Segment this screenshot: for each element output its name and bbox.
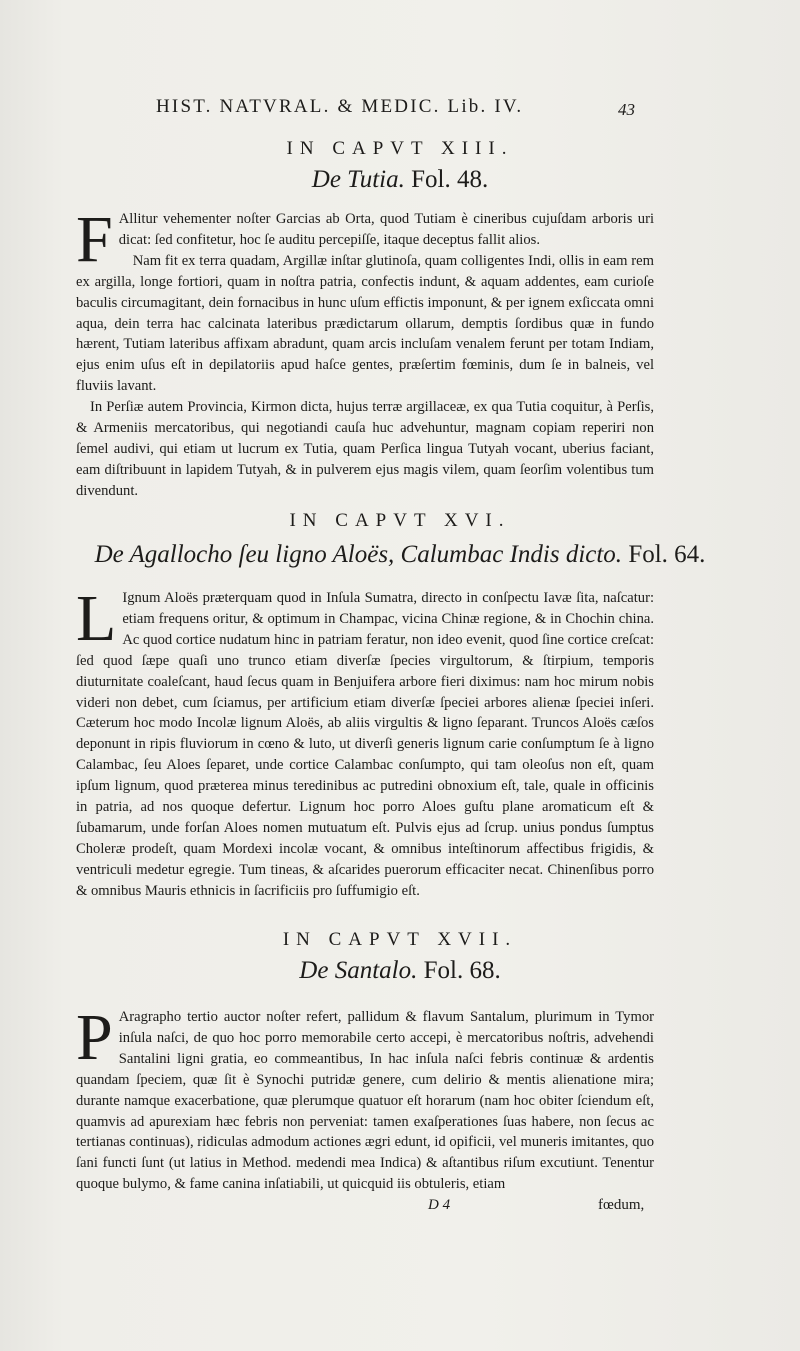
paragraph xyxy=(76,1001,654,1195)
folio-reference: Fol. 64. xyxy=(628,541,706,568)
paragraph-text: Ignum Aloës præterquam quod in Inſula Sumatra, directo in conſpectu Iavæ ſita, naſcatur: etiam frequens oritur, & optimum in Champac, vicina Chinæ regione, & in Chochin china. Ac quod cortice nudatum hinc in patriam feratur, non ideo evenit, quod ſine cortice creſcat: ſed quod ſæpe quaſi uno trunco etiam diverſæ ſpecies virgultorum, & ſtirpium, temporis diuturnitate coaleſcant, haud ſecus quam in Benjuifera arbore fieri diximus: nam hoc mirum nobis videri non debet, cum ſciamus, per artificium etiam diverſæ ſpeciei arbores alienæ ſpeciei inſeri. Cæterum hoc modo Incolæ lignum Aloës, ab aliis virgultis & ligno ſeparant. Truncos Aloës cæſos deponunt in ripis fluviorum in cœno & luto, ut diverſi generis lignum carie conſumptum ſe à ligno Calambac, ſeu Aloes ſeparet, unde cortice Calambac conſumpto, qui tam oleoſus non eſt, quam ipſum lignum, quod præterea minus teredinibus ac putredini obnoxium eſt, tale, quale in officinis in patria, ad nos quoque defertur. Lignum hoc porro Aloes guſtu plane aromaticum eſt & ſubamarum, unde forſan Aloes nomen mutuatum eſt. Pulvis ejus ad ſcrup. unius pondus ſumptus Choleræ prodeſt, quam Mordexi incolæ vocant, & omnibus inteſtinorum affectibus frigidis, & ventriculi medetur egregie. Tum tineas, & aſcarides puerorum efficaciter necat. Chinenſibus porro & omnibus Mauris ethnicis in ſacrificiis pro ſuffumigio eſt. xyxy=(76,590,654,899)
paragraph xyxy=(76,203,654,276)
paragraph: In Perſiæ autem Provincia, Kirmon dicta, hujus terræ argillaceæ, ex qua Tutia coquitur, à Perſis, & Armeniis mercatoribus, qui negotiandi cauſa huc advehuntur, magnam copiam reperiri non ſemel audivi, qui etiam ut lucrum ex Tutia, quam Perſica lingua Tutyah vocant, uberius faciant, eam diſtribuunt in lapidem Tutyah, & in pulverem ejus magis vilem, quam ſeorſim volentibus tum divendunt. xyxy=(76,399,654,499)
paragraph-text: Aragrapho tertio auctor noſter refert, pallidum & flavum Santalum, plurimum in Tymor inſula naſci, de quo hoc porro memorabile certo accepi, è mercatoribus noſtris, advehendi Santalini ligni gratia, eo commeantibus, In hac inſula naſci febris continuæ & ardentis quandam ſpeciem, quæ ſit è Synochi putridæ genere, cum delirio & mentis alienatione mira; durante namque exacerbatione, quæ plerumque quatuor eſt horarum (nam hoc obiter ſciendum eſt, quamvis ad apurexiam hæc febris non perveniat: tamen exaſperationes ſuas habere, non ſecus ac tertianas continuas), ridiculas admodum actiones ægri edunt, id opificii, vel muneris imitantes, quo ſani functi ſunt (ut latius in Method. medendi mea Indica) & aſtantibus riſum excutiunt. Tenentur quoque bulymo, & fame canina inſatiabili, ut quicquid iis obtuleris, etiam xyxy=(76,1009,654,1193)
section-heading-caput-17: IN CAPVT XVII. xyxy=(282,929,518,950)
paragraph xyxy=(76,582,654,902)
paragraph: Nam fit ex terra quadam, Argillæ inſtar glutinoſa, quam colligentes Indi, ollis in eam rem ex argilla, longe fortiori, quam in noſtra patria, confectis indunt, & aquam addentes, eam curioſe baculis circumagitant, dein fornacibus in hunc uſum effictis imponunt, & per ignem exſiccata omni aqua, dein terra hac calcinata lateribus prædictarum ollarum, demptis ſordibus quæ in fundo hærent, Tutiam lateribus affixam abradunt, quam arcis incluſam venalem ferunt per totam Indiam, ejus enim uſus eſt in depilatoriis apud haſce gentes, præſertim fœminis, dum ſe in balneis, vel fluviis lavant. xyxy=(76,252,654,395)
signature-mark: D 4 xyxy=(428,1197,451,1213)
section-body-santalum xyxy=(76,1001,654,1195)
title-text: De Santalo. xyxy=(299,957,418,984)
folio-reference: Fol. 48. xyxy=(411,166,489,193)
title-text: De Agallocho ſeu ligno Aloës, Calumbac Indis dicto. xyxy=(94,541,623,568)
section-title-santalum xyxy=(0,957,800,985)
title-text: De Tutia. xyxy=(311,166,405,193)
page-number: 43 xyxy=(618,100,635,119)
catchword: fœdum, xyxy=(598,1197,645,1213)
section-body-agallochum xyxy=(76,582,654,902)
folio-reference: Fol. 68. xyxy=(423,957,501,984)
section-title-agallochum xyxy=(0,541,800,569)
drop-cap: F xyxy=(76,203,113,276)
section-title-tutia xyxy=(0,166,800,194)
section-heading-caput-16: IN CAPVT XVI. xyxy=(289,510,511,531)
drop-cap: L xyxy=(76,582,117,655)
paragraph-text: Allitur vehementer noſter Garcias ab Orta, quod Tutiam è cineribus cujuſdam arboris uri dicat: ſed confitetur, hoc ſe auditu percepiſſe, itaque deceptus fallit alios. xyxy=(118,211,654,248)
section-heading-caput-13: IN CAPVT XIII. xyxy=(286,138,514,159)
running-head: HIST. NATVRAL. & MEDIC. Lib. IV. xyxy=(156,96,524,117)
drop-cap: P xyxy=(76,1001,113,1074)
section-body-tutia xyxy=(76,203,654,502)
